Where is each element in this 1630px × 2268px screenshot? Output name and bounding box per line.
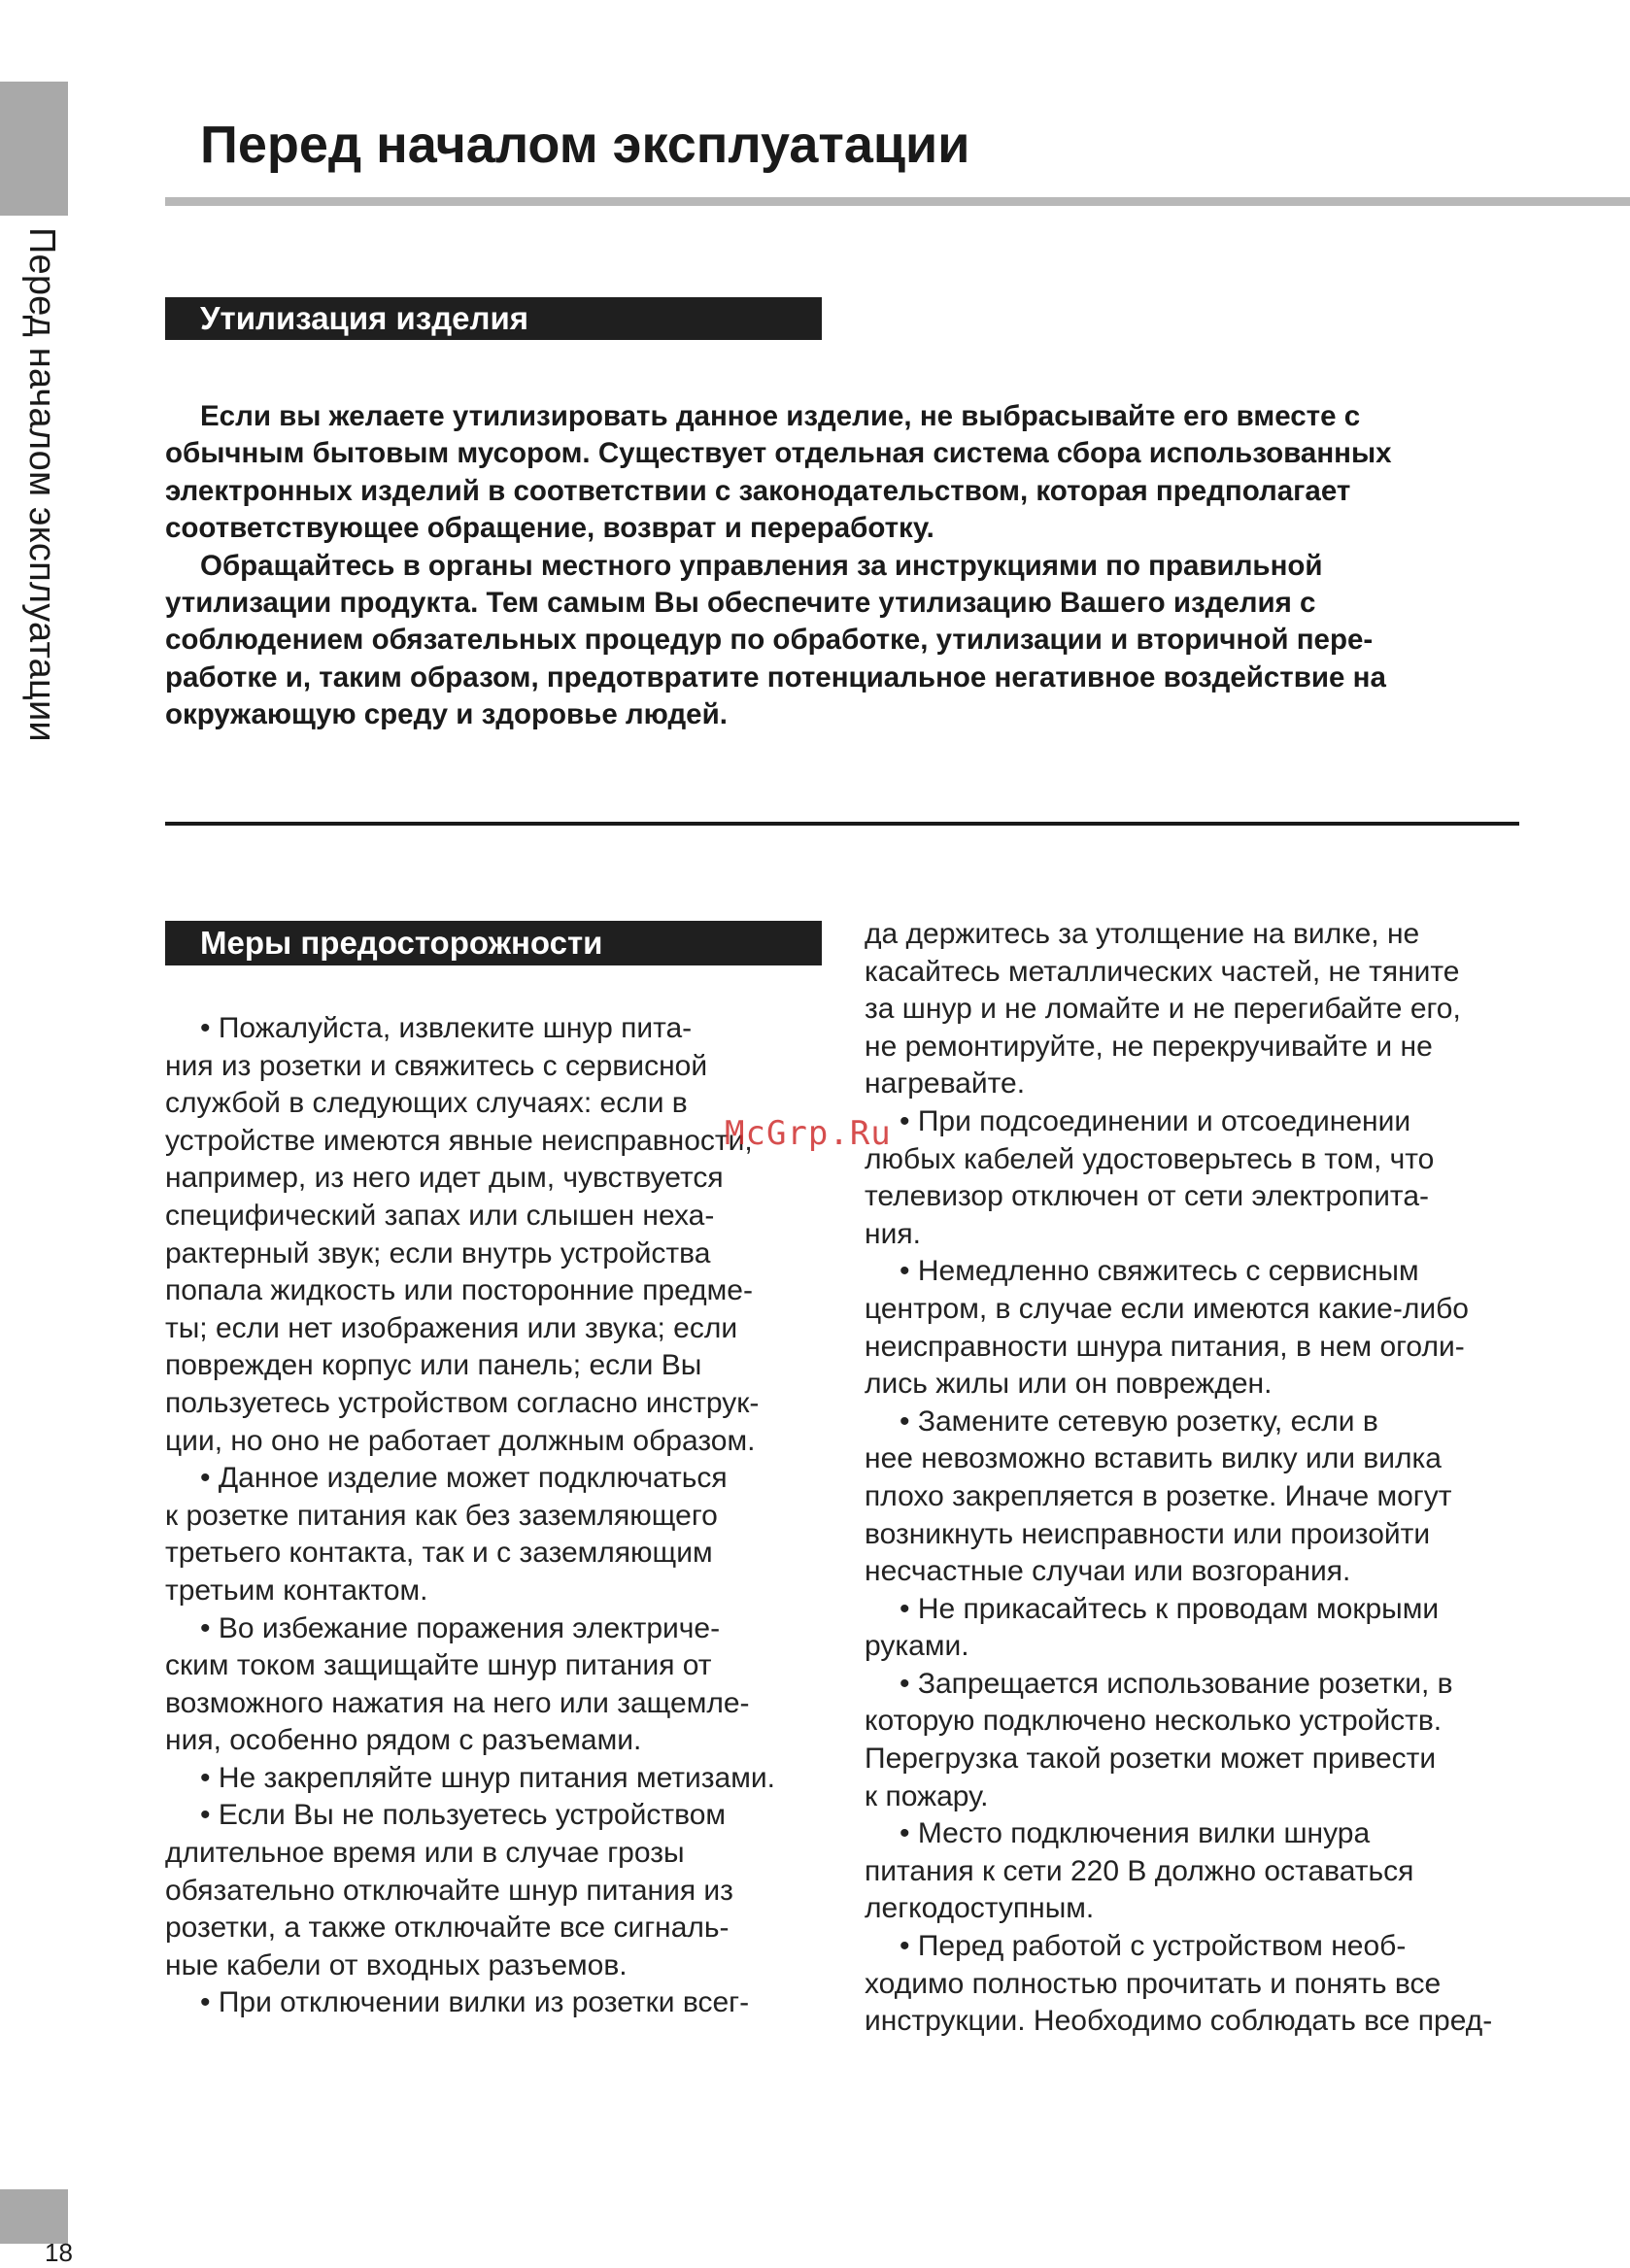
- precaution-line: легкодоступным.: [865, 1892, 1095, 1925]
- precaution-line: Перегрузка такой розетки может привести: [865, 1743, 1437, 1776]
- disposal-line: электронных изделий в соответствии с законодательством, которая предполагает: [165, 474, 1351, 507]
- disposal-text: [165, 398, 1525, 734]
- precaution-line: пользуетесь устройством согласно инструк-: [165, 1386, 760, 1419]
- precaution-line: да держитесь за утолщение на вилке, не: [865, 918, 1420, 950]
- precaution-line: • Немедленно свяжитесь с сервисным: [900, 1255, 1419, 1288]
- precaution-line: длительное время или в случае грозы: [165, 1837, 685, 1870]
- precaution-line: возникнуть неисправности или произойти: [865, 1517, 1431, 1550]
- precaution-line: • При подсоединении и отсоединении: [900, 1104, 1411, 1137]
- side-chapter-label: [21, 227, 84, 791]
- side-tab-marker: [0, 82, 68, 216]
- precaution-line: • Перед работой с устройством необ-: [900, 1930, 1407, 1963]
- side-chapter-text: Перед началом эксплуатации: [21, 227, 62, 742]
- section-heading-disposal: Утилизация изделия: [165, 297, 822, 340]
- page-number-tab: [0, 2189, 68, 2244]
- precaution-line: центром, в случае если имеются какие-либо: [865, 1292, 1469, 1325]
- precaution-line: обязательно отключайте шнур питания из: [165, 1874, 733, 1907]
- precaution-line: • При отключении вилки из розетки всег-: [200, 1986, 750, 2019]
- precaution-line: устройстве имеются явные неисправности,: [165, 1124, 753, 1157]
- precaution-line: • Пожалуйста, извлеките шнур пита-: [200, 1012, 693, 1044]
- disposal-line: соответствующее обращение, возврат и переработку.: [165, 512, 934, 545]
- precaution-line: нагревайте.: [865, 1067, 1026, 1100]
- precaution-line: попала жидкость или посторонние предме-: [165, 1274, 753, 1307]
- precaution-line: телевизор отключен от сети электропита-: [865, 1180, 1430, 1213]
- precaution-line: ты; если нет изображения или звука; если: [165, 1311, 738, 1344]
- precaution-line: третьим контактом.: [165, 1574, 428, 1607]
- precaution-line: ции, но оно не работает должным образом.: [165, 1424, 756, 1457]
- watermark: McGrp.Ru: [725, 1114, 892, 1153]
- precaution-line: ные кабели от входных разъемов.: [165, 1948, 628, 1981]
- title-divider: [165, 197, 1630, 206]
- precaution-line: • Место подключения вилки шнура: [900, 1817, 1371, 1850]
- precaution-line: рактерный звук; если внутрь устройства: [165, 1236, 711, 1269]
- precaution-line: которую подключено несколько устройств.: [865, 1705, 1443, 1738]
- precaution-line: ния.: [865, 1217, 921, 1250]
- precaution-line: ния, особенно рядом с разъемами.: [165, 1724, 642, 1757]
- disposal-line: соблюдением обязательных процедур по обработке, утилизации и вторичной пере-: [165, 624, 1374, 657]
- precaution-line: • Замените сетевую розетку, если в: [900, 1405, 1378, 1438]
- disposal-line: Обращайтесь в органы местного управления за инструкциями по правильной: [200, 549, 1323, 582]
- page-title: Перед началом эксплуатации: [200, 116, 970, 174]
- disposal-line: утилизации продукта. Тем самым Вы обеспечите утилизацию Вашего изделия с: [165, 587, 1316, 620]
- precaution-line: касайтесь металлических частей, не тяните: [865, 955, 1460, 988]
- precaution-line: за шнур и не ломайте и не перегибайте его,: [865, 993, 1461, 1026]
- precaution-line: • Не закрепляйте шнур питания метизами.: [200, 1761, 775, 1794]
- precaution-line: розетки, а также отключайте все сигналь-: [165, 1912, 730, 1945]
- precaution-line: неисправности шнура питания, в нем оголи-: [865, 1330, 1465, 1363]
- precaution-line: руками.: [865, 1630, 969, 1663]
- precaution-line: лись жилы или он поврежден.: [865, 1368, 1273, 1401]
- precautions-right-column: [865, 916, 1535, 2041]
- precaution-line: нее невозможно вставить вилку или вилка: [865, 1442, 1442, 1475]
- precaution-line: не ремонтируйте, не перекручивайте и не: [865, 1030, 1433, 1063]
- precaution-line: к розетке питания как без заземляющего: [165, 1499, 718, 1532]
- precaution-line: специфический запах или слышен неха-: [165, 1199, 715, 1232]
- precaution-line: например, из него идет дым, чувствуется: [165, 1162, 724, 1195]
- precaution-line: службой в следующих случаях: если в: [165, 1087, 688, 1120]
- disposal-line: окружающую среду и здоровье людей.: [165, 698, 728, 731]
- precaution-line: третьего контакта, так и с заземляющим: [165, 1537, 713, 1570]
- precaution-line: инструкции. Необходимо соблюдать все пред-: [865, 2005, 1493, 2038]
- page-number: 18: [45, 2238, 73, 2267]
- section-divider: [165, 822, 1519, 826]
- precaution-line: плохо закрепляется в розетке. Иначе могут: [865, 1479, 1452, 1512]
- disposal-line: обычным бытовым мусором. Существует отдельная система сбора использованных: [165, 437, 1392, 470]
- precaution-line: • Во избежание поражения электриче-: [200, 1611, 721, 1644]
- section-heading-precautions: Меры предосторожности: [165, 921, 822, 965]
- precaution-line: ния из розетки и свяжитесь с сервисной: [165, 1049, 708, 1082]
- precaution-line: поврежден корпус или панель; если Вы: [165, 1349, 702, 1382]
- precaution-line: • Если Вы не пользуетесь устройством: [200, 1799, 727, 1832]
- precaution-line: ходимо полностью прочитать и понять все: [865, 1967, 1442, 2000]
- disposal-line: Если вы желаете утилизировать данное изделие, не выбрасывайте его вместе с: [200, 400, 1361, 432]
- precaution-line: любых кабелей удостоверьтесь в том, что: [865, 1142, 1435, 1175]
- precaution-line: к пожару.: [865, 1779, 989, 1812]
- precaution-line: несчастные случаи или возгорания.: [865, 1555, 1351, 1588]
- precaution-line: • Данное изделие может подключаться: [200, 1462, 728, 1495]
- precaution-line: возможного нажатия на него или защемле-: [165, 1686, 750, 1719]
- precaution-line: ским током защищайте шнур питания от: [165, 1649, 712, 1682]
- precaution-line: • Запрещается использование розетки, в: [900, 1667, 1453, 1700]
- disposal-line: работке и, таким образом, предотвратите потенциальное негативное воздействие на: [165, 660, 1386, 694]
- precautions-left-column: [165, 1010, 835, 2022]
- precaution-line: • Не прикасайтесь к проводам мокрыми: [900, 1592, 1440, 1625]
- precaution-line: питания к сети 220 В должно оставаться: [865, 1854, 1414, 1887]
